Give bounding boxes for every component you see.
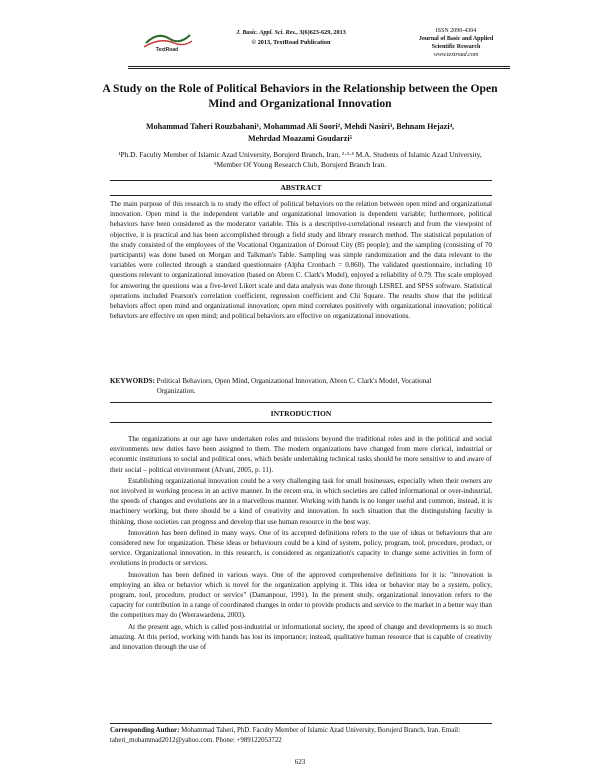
paragraph: The organizations at our age have undertaken roles and missions beyond the traditional roles and in the political and social environments new duties have been assigned to them. The modern organizations have changed from mere clerical, industrial or economic institutions to social and political ones, which beside undertaking technical tasks should be more sensitive to and aware of their social – political environment (Alvani, 2005, p. 11). bbox=[110, 435, 492, 474]
intro-top-rule bbox=[110, 402, 492, 403]
abstract-heading: ABSTRACT bbox=[280, 183, 322, 192]
journal-info bbox=[396, 27, 516, 59]
introduction-body bbox=[110, 434, 492, 653]
author-list bbox=[90, 121, 510, 144]
header-rule-2 bbox=[128, 68, 510, 69]
keywords bbox=[110, 376, 492, 396]
logo-text: TextRoad bbox=[155, 47, 179, 53]
authors-line-1: Mohammad Taheri Rouzbahani¹, Mohammad Ali Soori², Mehdi Nasiri³, Behnam Hejazi⁴, bbox=[145, 122, 455, 131]
affiliations: ¹Ph.D. Faculty Member of Islamic Azad University, Borujerd Branch, Iran, ²·³·⁴ M.A. Students of Islamic Azad University, ⁵Member Of Young Research Club, Borujerd Branch Iran. bbox=[118, 150, 482, 170]
journal-name-line1: Journal of Basic and Applied bbox=[418, 36, 494, 42]
corresponding-label: Corresponding Author: bbox=[110, 727, 180, 734]
abstract-top-rule bbox=[110, 180, 492, 181]
citation-line bbox=[196, 28, 386, 38]
journal-citation bbox=[196, 28, 386, 47]
abstract-text: The main purpose of this research is to study the effect of political behaviors on the relation between open mind and organizational innovation. Open mind is the independent variable and organizational innovation is dependent variable; furthermore, political behaviors have been considered as the moderator variable. This is a descriptive-correlational research and from the viewpoint of objective, it is practical and has been accomplished through a field study and library research method. The statistical population of the study consisted of the employees of the Vocational Organization of Doroud City (85 people); and the sampling (consisting of 70 participants) was done based on Morgan and Talkman's Table. Sampling was simple randomization and the data relevant to the variables were collected through a standard questionnaire (Alpha Cronbach = 0.860). The validated questionnaire, including 10 questions relevant to organizational innovation (based on Abren C. Clark's Model), enjoyed a reliability of 0.79. The scale employed for answering the questions was a five-level Likert scale and data analysis was done through LISREL and SPSS software. Statistical operations included Pearson's correlation coefficient, regression coefficient and Chi Square. The results show that the political behaviors affect open mind and organizational innovation; open mind correlates positively with organizational innovation; political behaviors are effective on open mind; and political behaviors are effective on organizational innovations. bbox=[110, 200, 492, 321]
corresponding-text: Mohammad Taheri, PhD. Faculty Member of Islamic Azad University, Borujerd Branch, Iran. Email: taheri_mohammad2012@yahoo.com. Phone: +989122053722 bbox=[110, 727, 461, 744]
paragraph: Establishing organizational innovation could be a very challenging task for small businesses, especially when their owners are not involved in working process in an active manner. In the recent era, in which societies are called informational or over-industrial, the speeds of changes and evolutions are in a marvellous manner. Working with hands is no longer useful and common, instead, it is machinery working, but there should be a kind of creativity and innovation. In such situation that the distinguishing faculty is thinking, those societies can progress and develop that use human resource in the best way. bbox=[110, 476, 492, 526]
introduction-heading: INTRODUCTION bbox=[270, 409, 332, 418]
page-number: 623 bbox=[294, 758, 306, 766]
copyright: © 2013, TextRoad Publication bbox=[251, 38, 331, 46]
journal-name-line2: Scientific Research bbox=[431, 44, 481, 50]
paper-title: A Study on the Role of Political Behaviors in the Relationship between the Open Mind and Organizational Innovation bbox=[102, 82, 498, 110]
corresponding-author bbox=[110, 726, 492, 746]
abstract-heading-rule bbox=[110, 195, 492, 196]
keywords-value: Political Behaviors, Open Mind, Organizational Innovation, Abren C. Clark's Model, Vocational Organization. bbox=[156, 377, 432, 396]
paragraph: Innovation has been defined in many ways. One of its accepted definitions refers to the use of ideas or behaviours that are considered new for organization. These ideas or behaviours could be a kind of system, policy, program, tool, procedure, product, or service. Organizational innovation, in this research, is considered as organization's capacity to change some activities in form of evolutions in products or services. bbox=[110, 528, 492, 568]
intro-heading-rule bbox=[110, 422, 492, 423]
authors-line-2: Mehrdad Moazami Goudarzi⁵ bbox=[247, 133, 353, 143]
paragraph: At the present age, which is called post-industrial or informational society, the speed of change and developments is so much amazing. At this period, working with hands has lost its importance; instead, qualitative human resource that is capable of creativity and innovation through the use of bbox=[110, 622, 492, 652]
textroad-logo-icon bbox=[140, 29, 194, 53]
header-rule bbox=[128, 66, 510, 67]
keywords-label: KEYWORDS: bbox=[110, 377, 155, 385]
journal-url[interactable]: www.textroad.com bbox=[433, 52, 479, 58]
footnote-rule bbox=[110, 723, 492, 724]
issn: ISSN 2090-4304 bbox=[435, 28, 477, 34]
paragraph: Innovation has been defined in various ways. One of the approved comprehensive definitions for it is: "innovation is employing an idea or behavior which is novel for the organization applying it. This idea or behavior may be a system, policy, program, tool, procedure, product or service" (Damanpour, 1991). In the present study, organizational innovation refers to the capacity for contribution in a range of coordinated changes in order to provide products and service to the market in a better way than the competitors may do (Weerawardena, 2003). bbox=[110, 570, 492, 620]
publisher-logo bbox=[140, 29, 194, 53]
volume-pages: , 3(6)623-629, 2013 bbox=[296, 29, 346, 36]
journal-abbrev: J. Basic. Appl. Sci. Res. bbox=[236, 29, 297, 36]
